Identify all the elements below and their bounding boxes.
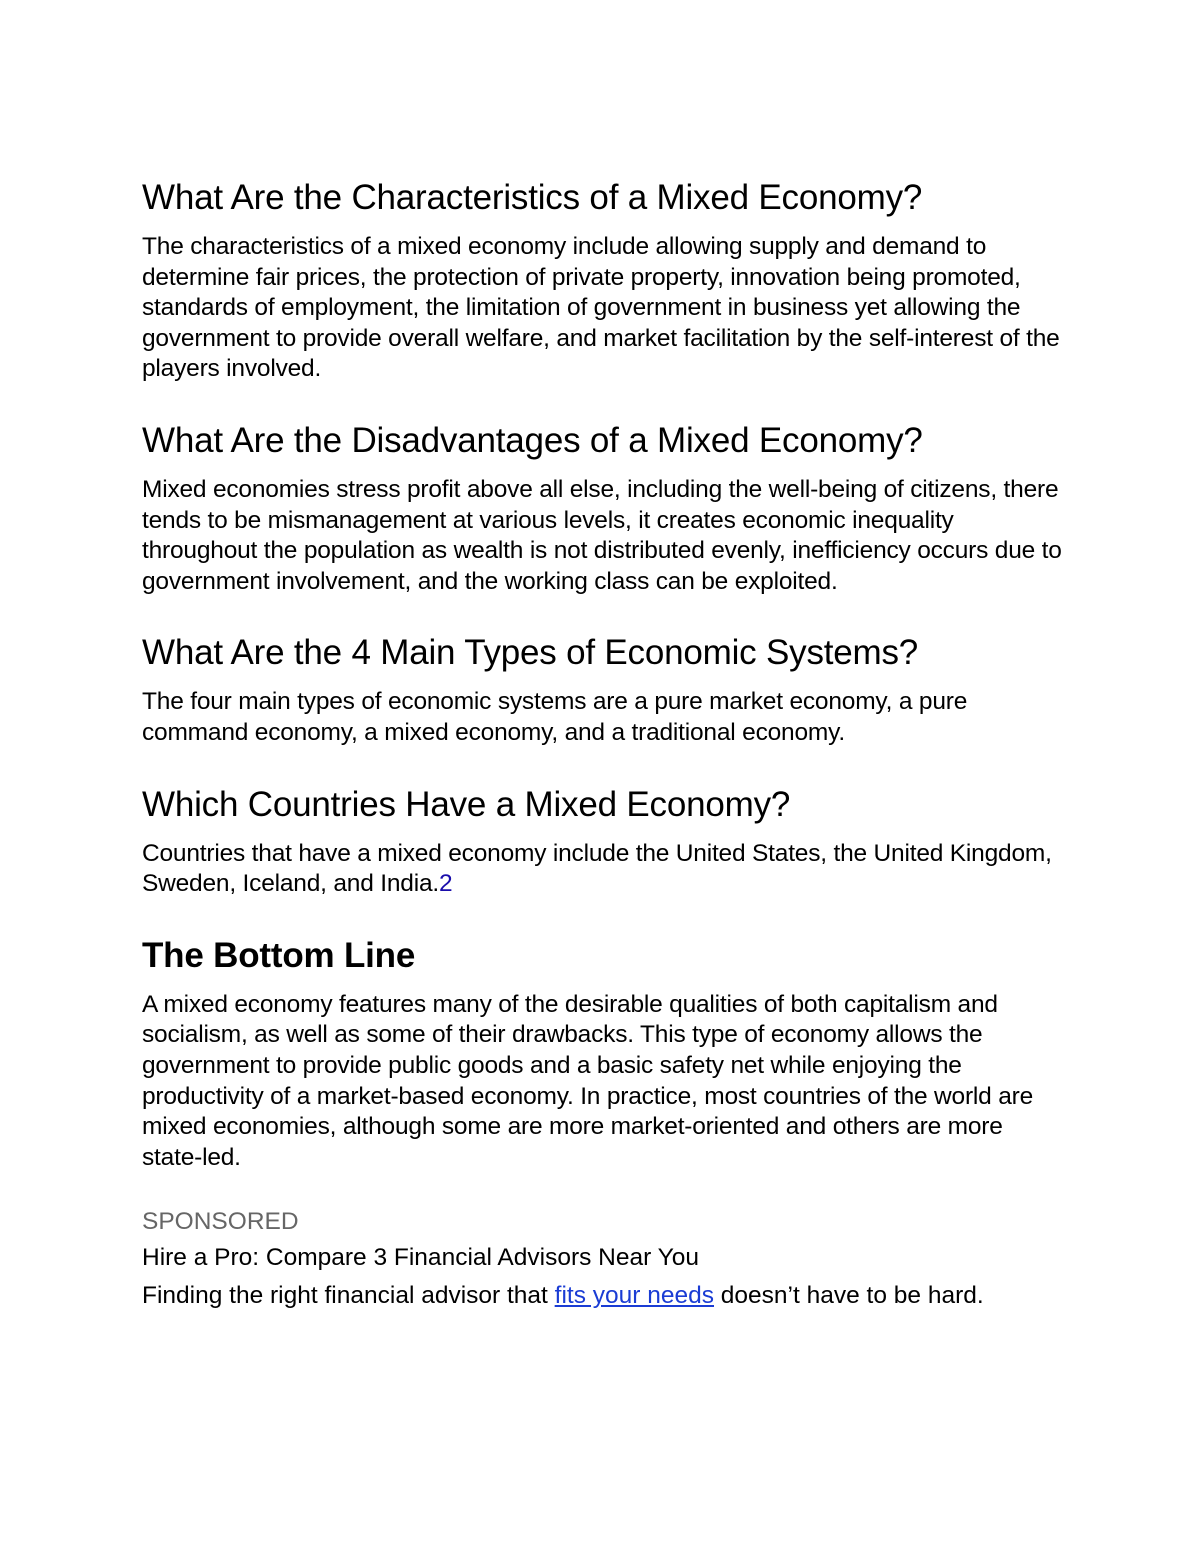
bottom-line-heading: The Bottom Line — [142, 935, 416, 975]
faq-answer: The characteristics of a mixed economy include allowing supply and demand to determine fair prices, the protection of private property, innovation being promoted, standards of employment, the limitation of government in business yet allowing the government to provide overall welfare, and market facilitation by the self-interest of the players involved. — [142, 233, 1060, 383]
faq-heading: What Are the Disadvantages of a Mixed Economy? — [142, 420, 923, 460]
faq-heading: Which Countries Have a Mixed Economy? — [142, 784, 791, 824]
ad-text-before: Finding the right financial advisor that — [142, 1282, 555, 1310]
faq-answer-text: Countries that have a mixed economy include the United States, the United Kingdom, Sweden, Iceland, and India. — [142, 839, 1052, 898]
ad-link[interactable]: fits your needs — [554, 1282, 714, 1310]
ad-title[interactable]: Hire a Pro: Compare 3 Financial Advisors Near You — [142, 1244, 699, 1272]
ad-text — [142, 1281, 1062, 1311]
faq-answer: Mixed economies stress profit above all else, including the well-being of citizens, there tends to be mismanagement at various levels, it creates economic inequality throughout the population as wealth is not distributed evenly, inefficiency occurs due to government involvement, and the working class can be exploited. — [142, 475, 1062, 595]
faq-characteristics — [142, 176, 1062, 385]
faq-heading: What Are the Characteristics of a Mixed Economy? — [142, 178, 923, 217]
citation-link[interactable]: 2 — [439, 870, 453, 898]
faq-disadvantages — [142, 419, 1062, 597]
faq-answer: The four main types of economic systems are a pure market economy, a pure command economy, a mixed economy, and a traditional economy. — [142, 688, 968, 746]
sponsored-label: SPONSORED — [142, 1208, 299, 1236]
bottom-line-section — [142, 934, 1062, 1174]
sponsored-ad — [142, 1207, 1062, 1311]
bottom-line-text: A mixed economy features many of the desirable qualities of both capitalism and socialism, as well as some of their drawbacks. This type of economy allows the government to provide public goods and a basic safety net while enjoying the productivity of a market-based economy. In practice, most countries of the world are mixed economies, although some are more market-oriented and others are more state-led. — [142, 990, 1034, 1171]
faq-countries — [142, 783, 1062, 900]
faq-answer — [142, 839, 1062, 900]
ad-text-after: doesn’t have to be hard. — [714, 1282, 984, 1310]
faq-heading: What Are the 4 Main Types of Economic Systems? — [142, 633, 919, 673]
article-content — [142, 176, 1062, 1311]
faq-types — [142, 631, 1062, 748]
